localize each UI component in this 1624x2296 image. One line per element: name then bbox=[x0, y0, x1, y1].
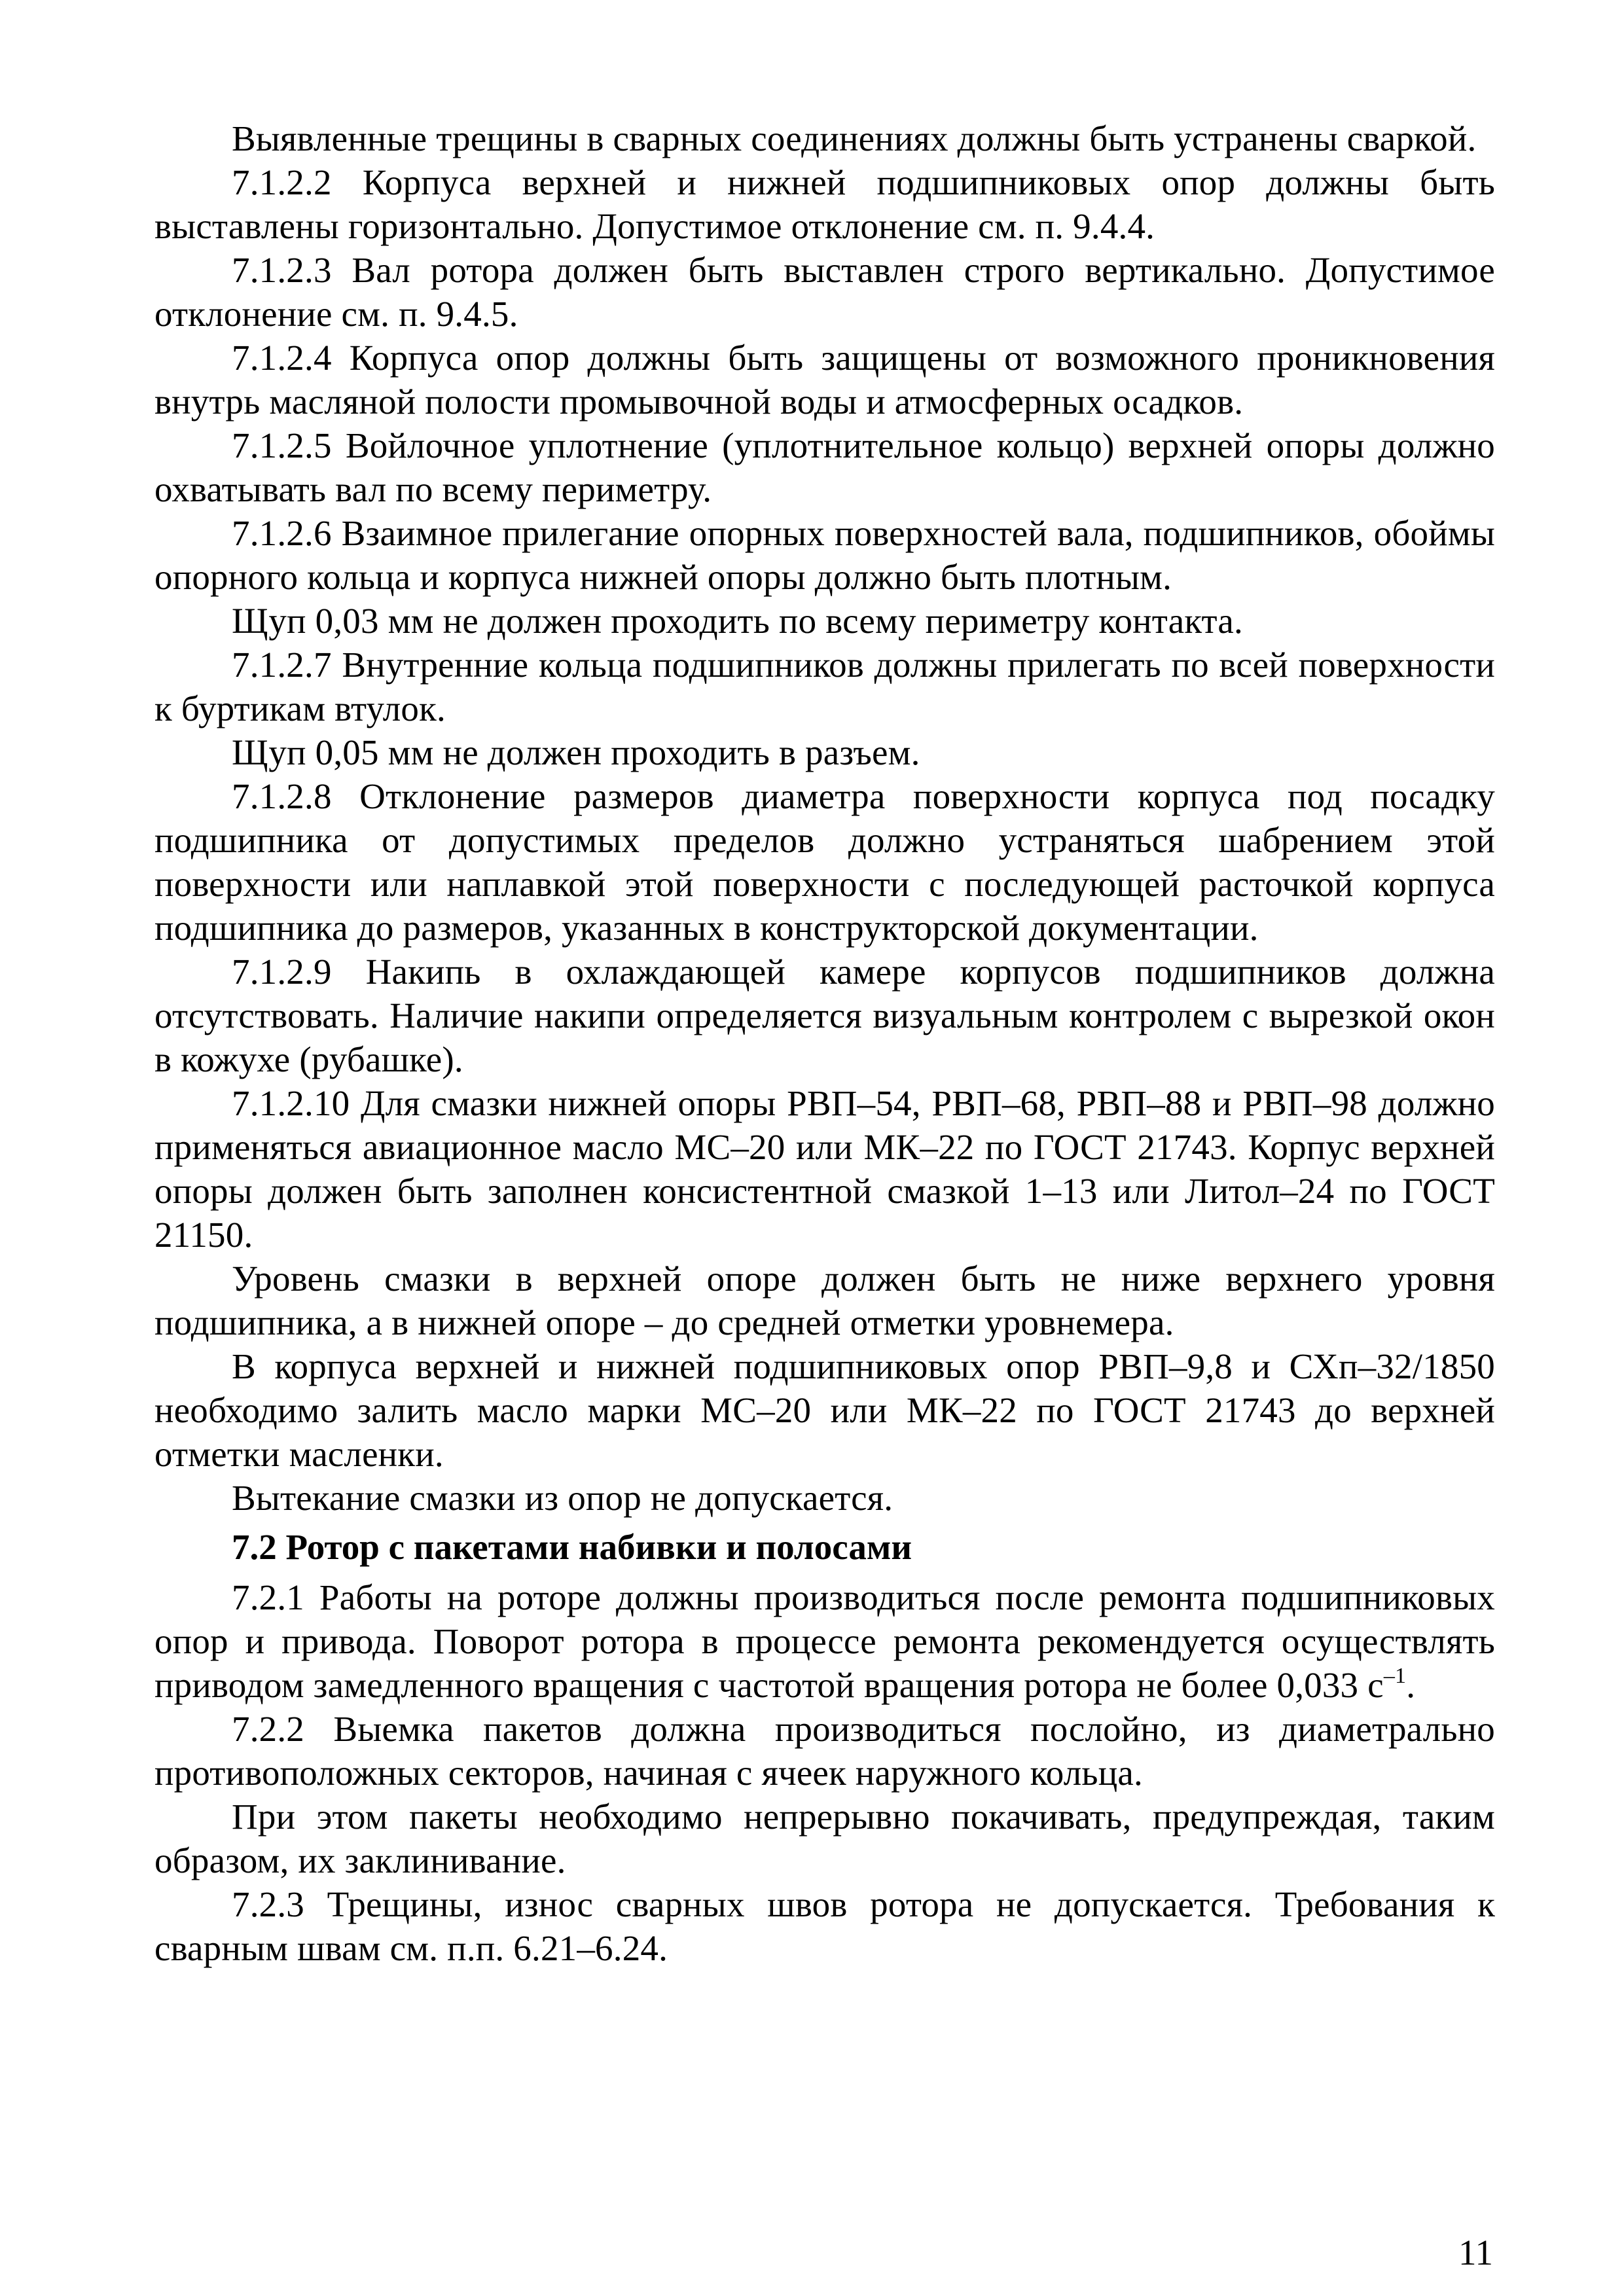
document-body bbox=[154, 117, 1495, 1970]
paragraph-lubricant-level: Уровень смазки в верхней опоре должен быть не ниже верхнего уровня подшипника, а в нижней опоре – до средней отметки уровнемера. bbox=[154, 1259, 1495, 1342]
exponent-superscript: –1 bbox=[1383, 1664, 1407, 1688]
paragraph-7-1-2-7: 7.1.2.7 Внутренние кольца подшипников должны прилегать по всей поверхности к буртикам втулок. bbox=[154, 645, 1495, 728]
paragraph-7-1-2-5: 7.1.2.5 Войлочное уплотнение (уплотнительное кольцо) верхней опоры должно охватывать вал по всему периметру. bbox=[154, 425, 1495, 509]
paragraph-7-2-3: 7.2.3 Трещины, износ сварных швов ротора не допускается. Требования к сварным швам см. п.п. 6.21–6.24. bbox=[154, 1884, 1495, 1968]
paragraph-rocking-packets: При этом пакеты необходимо непрерывно покачивать, предупреждая, таким образом, их заклинивание. bbox=[154, 1797, 1495, 1880]
paragraph-7-2-2: 7.2.2 Выемка пакетов должна производиться послойно, из диаметрально противоположных секторов, начиная с ячеек наружного кольца. bbox=[154, 1709, 1495, 1793]
paragraph-welds: Выявленные трещины в сварных соединениях должны быть устранены сваркой. bbox=[232, 118, 1477, 158]
paragraph-7-1-2-4: 7.1.2.4 Корпуса опор должны быть защищены от возможного проникновения внутрь масляной полости промывочной воды и атмосферных осадков. bbox=[154, 338, 1495, 422]
paragraph-7-1-2-6: 7.1.2.6 Взаимное прилегание опорных поверхностей вала, подшипников, обоймы опорного кольца и корпуса нижней опоры должно быть плотным. bbox=[154, 513, 1495, 597]
paragraph-7-1-2-8: 7.1.2.8 Отклонение размеров диаметра поверхности корпуса под посадку подшипника от допустимых пределов должно устраняться шабрением этой поверхности или наплавкой этой поверхности с последующей расточкой корпуса подшипника до размеров, указанных в конструкторской документации. bbox=[154, 776, 1495, 948]
paragraph-7-1-2-3: 7.1.2.3 Вал ротора должен быть выставлен строго вертикально. Допустимое отклонение см. п. 9.4.5. bbox=[154, 250, 1495, 334]
paragraph-bearing-oil: В корпуса верхней и нижней подшипниковых опор РВП–9,8 и СХп–32/1850 необходимо залить масло марки МС–20 или МК–22 по ГОСТ 21743 до верхней отметки масленки. bbox=[154, 1346, 1495, 1474]
paragraph-7-1-2-10: 7.1.2.10 Для смазки нижней опоры РВП–54, РВП–68, РВП–88 и РВП–98 должно применяться авиационное масло МС–20 или МК–22 по ГОСТ 21743. Корпус верхней опоры должен быть заполнен консистентной смазкой 1–13 или Литол–24 по ГОСТ 21150. bbox=[154, 1083, 1495, 1255]
paragraph-feeler-0-05: Щуп 0,05 мм не должен проходить в разъем. bbox=[232, 732, 920, 772]
paragraph-7-2-1 bbox=[154, 1575, 1495, 1707]
section-heading-7-2: 7.2 Ротор с пакетами набивки и полосами bbox=[232, 1527, 912, 1567]
paragraph-no-leakage: Вытекание смазки из опор не допускается. bbox=[232, 1478, 893, 1518]
paragraph-7-2-1-text: 7.2.1 Работы на роторе должны производиться после ремонта подшипниковых опор и привода. Поворот ротора в процессе ремонта рекомендуется осуществлять приводом замедленного вращения с частотой вращения ротора не более 0,033 с bbox=[154, 1577, 1495, 1705]
paragraph-7-2-1-end: . bbox=[1406, 1665, 1416, 1705]
paragraph-feeler-0-03: Щуп 0,03 мм не должен проходить по всему периметру контакта. bbox=[232, 601, 1243, 641]
paragraph-7-1-2-9: 7.1.2.9 Накипь в охлаждающей камере корпусов подшипников должна отсутствовать. Наличие накипи определяется визуальным контролем с вырезкой окон в кожухе (рубашке). bbox=[154, 952, 1495, 1079]
paragraph-7-1-2-2: 7.1.2.2 Корпуса верхней и нижней подшипниковых опор должны быть выставлены горизонтально. Допустимое отклонение см. п. 9.4.4. bbox=[154, 162, 1495, 246]
page-number: 11 bbox=[1458, 2233, 1493, 2272]
